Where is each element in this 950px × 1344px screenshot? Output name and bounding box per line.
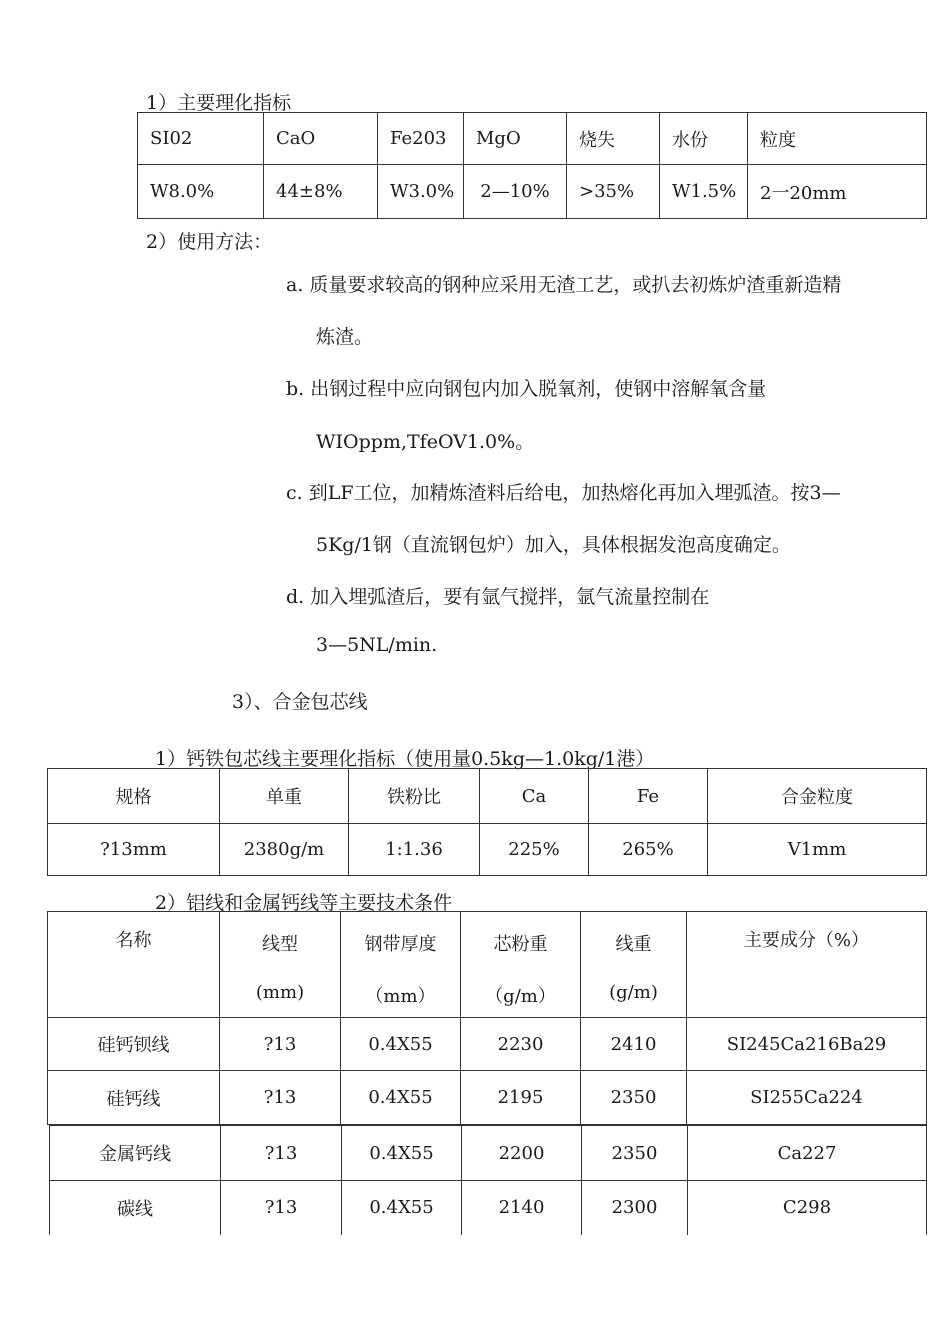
header-cell-name: 名称 (48, 912, 220, 1018)
section2-heading: 2）使用方法： (146, 231, 273, 253)
header-cell: 铁粉比 (349, 769, 480, 824)
section1-heading: 1）主要理化指标 (146, 92, 292, 114)
value-cell: 225% (480, 824, 589, 876)
value-cell: ?13mm (48, 824, 220, 876)
value-cell: 2350 (582, 1126, 688, 1181)
table-header-row (48, 769, 927, 824)
method-item-b-line2: WIOppm,TfeOV1.0%。 (316, 431, 535, 453)
value-cell: ?13 (220, 1071, 341, 1125)
header-cell-core-weight: 芯粉重 （g/m） (461, 912, 581, 1018)
value-cell: ?13 (221, 1181, 342, 1235)
header-cell: SI02 (138, 113, 264, 165)
header-cell-composition: 主要成分（%） (687, 912, 927, 1018)
header-cell: 合金粒度 (708, 769, 927, 824)
value-cell: 2300 (582, 1181, 688, 1235)
value-cell: W3.0% (378, 165, 464, 219)
wire-specs-table-continued (49, 1125, 927, 1235)
value-cell: >35% (567, 165, 660, 219)
value-cell: SI255Ca224 (687, 1071, 927, 1125)
section3-heading: 3）、合金包芯线 (232, 691, 368, 713)
table-row (48, 1071, 927, 1125)
value-cell: 硅钙线 (48, 1071, 220, 1125)
wire-specs-table (47, 911, 927, 1125)
value-cell: 金属钙线 (50, 1126, 221, 1181)
header-cell: 规格 (48, 769, 220, 824)
header-cell: 粒度 (748, 113, 927, 165)
header-cell: MgO (464, 113, 567, 165)
method-item-a-line2: 炼渣。 (316, 326, 374, 348)
value-cell: 265% (589, 824, 708, 876)
value-cell: 2195 (461, 1071, 581, 1125)
value-cell: 44±8% (264, 165, 378, 219)
value-cell: 0.4X55 (341, 1018, 461, 1071)
value-cell: 2410 (581, 1018, 687, 1071)
value-cell: 0.4X55 (342, 1126, 462, 1181)
method-item-c-line2: 5Kg/1钢（直流钢包炉）加入，具体根据发泡高度确定。 (316, 534, 791, 556)
table-row (138, 165, 927, 219)
header-cell-wire-weight: 线重 (g/m) (581, 912, 687, 1018)
value-cell: 1:1.36 (349, 824, 480, 876)
value-cell: 2200 (462, 1126, 582, 1181)
header-cell: Fe203 (378, 113, 464, 165)
method-item-d-line2: 3—5NL/min. (316, 634, 438, 656)
value-cell: 硅钙钡线 (48, 1018, 220, 1071)
cored-wire-table (47, 768, 927, 876)
cored-wire-heading: 1）钙铁包芯线主要理化指标（使用量0.5kg—1.0kg/1港） (155, 748, 655, 770)
table-row (50, 1126, 927, 1181)
wire-specs-heading: 2）铝线和金属钙线等主要技术条件 (155, 892, 453, 914)
value-cell: C298 (688, 1181, 927, 1235)
method-item-d-line1: d. 加入埋弧渣后，要有氩气搅拌，氩气流量控制在 (286, 586, 710, 608)
method-item-c-line1: c. 到LF工位，加精炼渣料后给电，加热熔化再加入埋弧渣。按3— (286, 482, 841, 504)
header-cell: CaO (264, 113, 378, 165)
value-cell: 0.4X55 (342, 1181, 462, 1235)
value-cell: ?13 (220, 1018, 341, 1071)
value-cell: 碳线 (50, 1181, 221, 1235)
physchem-table (137, 112, 927, 219)
table-row (50, 1181, 927, 1235)
value-cell: SI245Ca216Ba29 (687, 1018, 927, 1071)
header-cell-strip-thickness: 钢带厚度 （mm） (341, 912, 461, 1018)
table-row (48, 1018, 927, 1071)
value-cell: 2230 (461, 1018, 581, 1071)
value-cell: 2一20mm (748, 165, 927, 219)
header-cell: 烧失 (567, 113, 660, 165)
header-cell: 单重 (220, 769, 349, 824)
value-cell: Ca227 (688, 1126, 927, 1181)
header-cell: Fe (589, 769, 708, 824)
value-cell: 2380g/m (220, 824, 349, 876)
value-cell: W8.0% (138, 165, 264, 219)
value-cell: 2350 (581, 1071, 687, 1125)
table-header-row (138, 113, 927, 165)
method-item-b-line1: b. 出钢过程中应向钢包内加入脱氧剂，使钢中溶解氧含量 (286, 378, 767, 400)
header-cell: 水份 (660, 113, 748, 165)
value-cell: 0.4X55 (341, 1071, 461, 1125)
value-cell: ?13 (221, 1126, 342, 1181)
table-header-row (48, 912, 927, 1018)
value-cell: W1.5% (660, 165, 748, 219)
table-row (48, 824, 927, 876)
header-cell: Ca (480, 769, 589, 824)
value-cell: 2—10% (464, 165, 567, 219)
value-cell: V1mm (708, 824, 927, 876)
header-cell-wire-type: 线型 (mm) (220, 912, 341, 1018)
value-cell: 2140 (462, 1181, 582, 1235)
method-item-a-line1: a. 质量要求较高的钢种应采用无渣工艺，或扒去初炼炉渣重新造精 (286, 274, 842, 296)
